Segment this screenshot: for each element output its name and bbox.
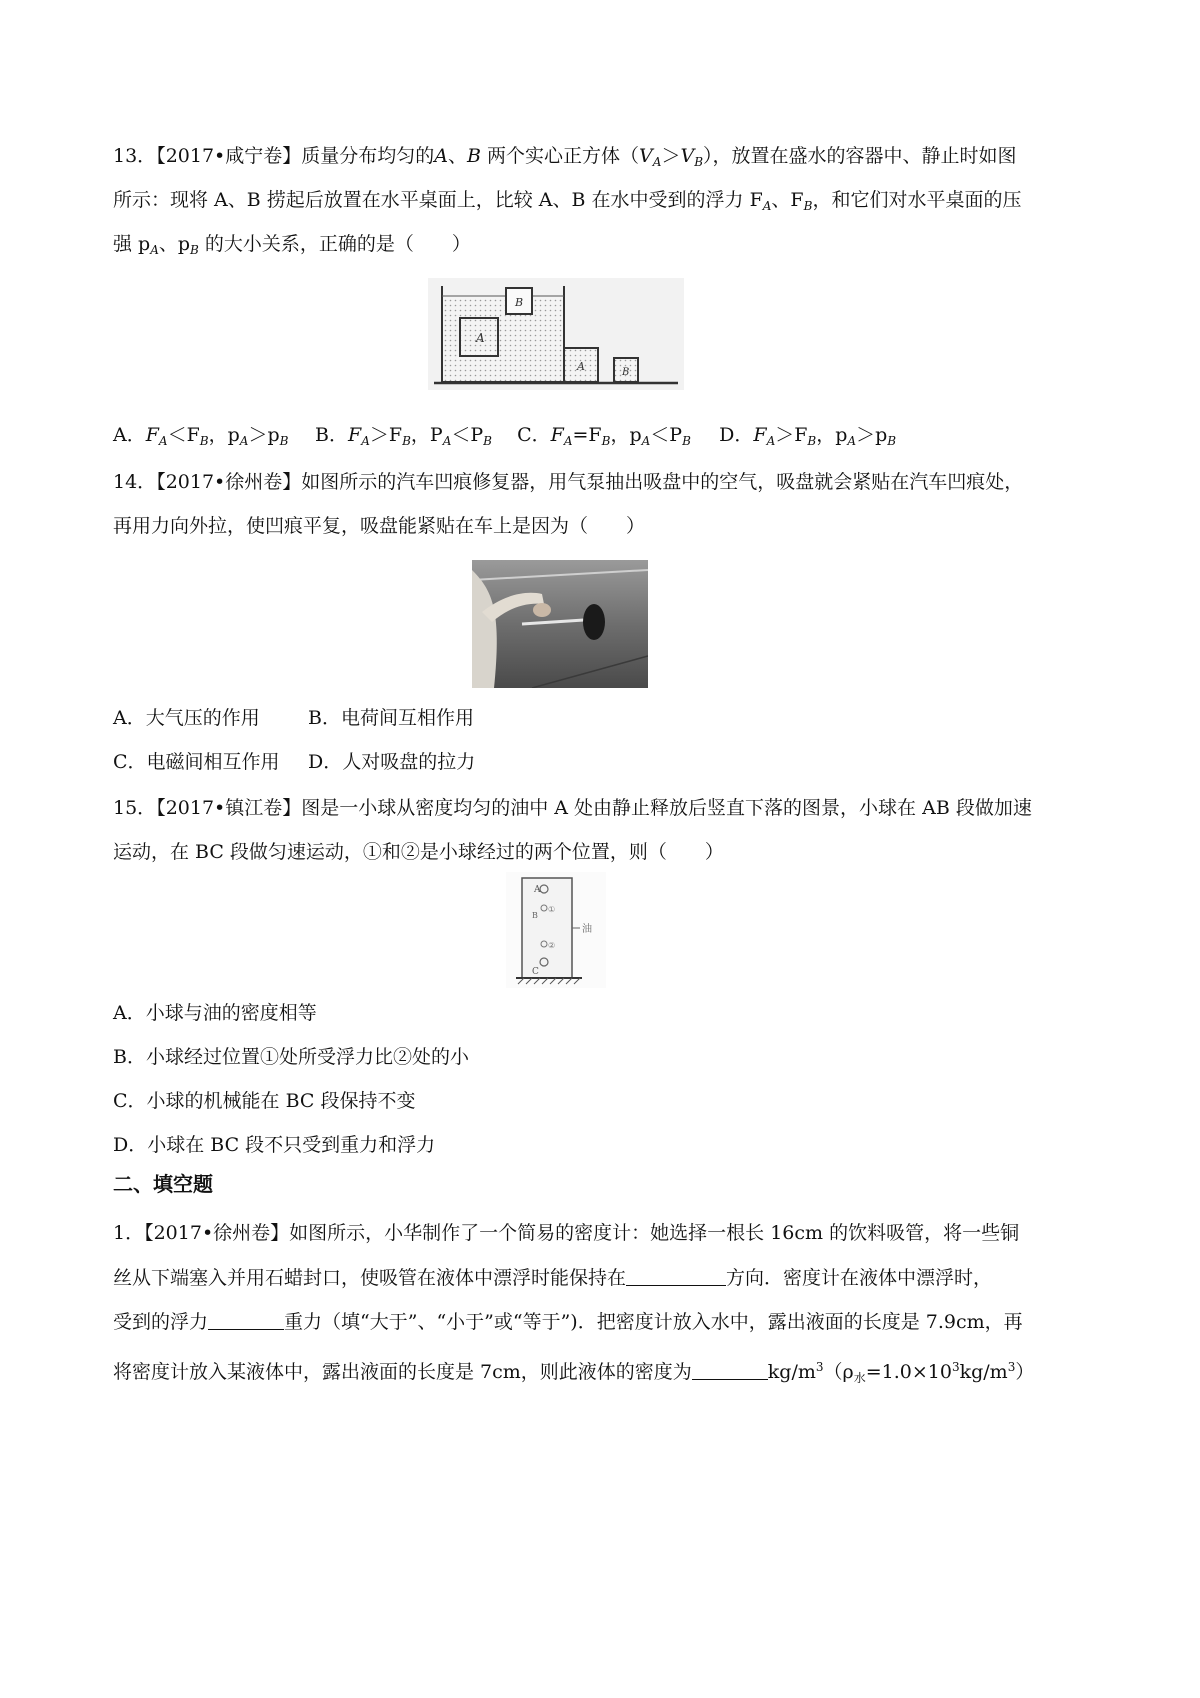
q15-source: 【2017•镇江卷】 bbox=[156, 797, 302, 819]
opt-op: ＜F bbox=[167, 424, 200, 446]
q13-vb-sub: B bbox=[694, 155, 704, 169]
opt-label: D． bbox=[719, 424, 754, 446]
q14-photo bbox=[472, 560, 648, 688]
q13-fb-sub: B bbox=[803, 199, 813, 213]
q13-sep: 、 bbox=[448, 145, 468, 167]
q13-option-b[interactable] bbox=[315, 421, 511, 455]
opt-sub: B bbox=[199, 434, 209, 448]
f1-line3 bbox=[113, 1308, 1093, 1336]
q14-option-d[interactable] bbox=[308, 748, 475, 776]
q13-va: V bbox=[639, 145, 653, 167]
opt-label: B． bbox=[315, 424, 349, 446]
opt-text: 小球在 BC 段不只受到重力和浮力 bbox=[147, 1134, 436, 1156]
f1-rho: （ρ bbox=[823, 1361, 854, 1383]
q15-figure bbox=[506, 872, 606, 988]
opt-label: C． bbox=[113, 1090, 147, 1112]
opt-text: 小球与油的密度相等 bbox=[145, 1002, 317, 1024]
opt-sub: A bbox=[442, 434, 452, 448]
q13-pb-sub: B bbox=[190, 243, 199, 257]
hand bbox=[533, 603, 551, 617]
opt-label: A． bbox=[113, 424, 146, 446]
label-c: C bbox=[532, 967, 539, 977]
q14-line2 bbox=[113, 512, 1093, 540]
q13-pb: 、p bbox=[158, 233, 191, 255]
q15-option-b[interactable] bbox=[113, 1043, 1093, 1071]
label-p1: ① bbox=[548, 905, 556, 914]
q15-text2: 运动，在 BC 段做匀速运动，①和②是小球经过的两个位置，则（ ） bbox=[113, 841, 724, 863]
opt-sub: A bbox=[158, 434, 168, 448]
label-p2: ② bbox=[548, 941, 556, 950]
q15-option-a[interactable] bbox=[113, 999, 1093, 1027]
f1-close: ） bbox=[1015, 1361, 1035, 1383]
q13-line3-end: 的大小关系，正确的是（ ） bbox=[198, 233, 471, 255]
suction-cup bbox=[583, 604, 605, 640]
opt-op: ＜P bbox=[451, 424, 484, 446]
q13-vb: V bbox=[680, 145, 695, 167]
q14-option-c[interactable] bbox=[113, 748, 308, 776]
opt-sub: A bbox=[847, 434, 857, 448]
q13-option-c[interactable] bbox=[517, 421, 713, 455]
q13-line1 bbox=[113, 142, 1093, 176]
opt-text: 小球经过位置①处所受浮力比②处的小 bbox=[145, 1046, 469, 1068]
q15-option-c[interactable] bbox=[113, 1087, 1093, 1115]
f1-unit2: kg/m bbox=[959, 1361, 1008, 1383]
f1-unit-sup: 3 bbox=[815, 1360, 824, 1374]
opt-mid: ，p bbox=[208, 424, 240, 446]
opt-sub: A bbox=[766, 434, 776, 448]
oil-container bbox=[522, 878, 572, 978]
label-b-water: B bbox=[515, 296, 524, 309]
opt-label: A． bbox=[113, 707, 146, 729]
opt-f: F bbox=[550, 424, 564, 446]
opt-f: F bbox=[348, 424, 362, 446]
f1-unit: kg/m bbox=[767, 1361, 816, 1383]
opt-mid: ，p bbox=[610, 424, 642, 446]
opt-f: F bbox=[145, 424, 159, 446]
answer-blank-direction[interactable] bbox=[626, 1265, 726, 1286]
q13-line2 bbox=[113, 186, 1093, 220]
f1-line1 bbox=[113, 1219, 1093, 1247]
opt-text: 大气压的作用 bbox=[145, 707, 260, 729]
q13-text3: ），放置在盛水的容器中、静止时如图 bbox=[703, 145, 1017, 167]
opt-sub: B bbox=[483, 434, 492, 448]
opt-op: ＞p bbox=[856, 424, 888, 446]
q14-text1: 如图所示的汽车凹痕修复器，用气泵抽出吸盘中的空气，吸盘就会紧贴在汽车凹痕处， bbox=[301, 471, 1024, 493]
q14-options-row1 bbox=[113, 704, 1093, 732]
q13-number: 13． bbox=[113, 145, 157, 167]
q13-pa: 强 p bbox=[113, 233, 151, 255]
q15-line2 bbox=[113, 838, 1093, 866]
opt-label: C． bbox=[113, 751, 147, 773]
q14-options-row2 bbox=[113, 748, 1093, 776]
label-b-table: B bbox=[622, 367, 630, 378]
label-oil: 油 bbox=[582, 924, 592, 935]
f1-text1: 如图所示，小华制作了一个简易的密度计：她选择一根长 16cm 的饮料吸管，将一些铜 bbox=[289, 1222, 1020, 1244]
opt-sub: A bbox=[239, 434, 249, 448]
f1-exp: 3 bbox=[951, 1360, 960, 1374]
opt-label: D． bbox=[113, 1134, 148, 1156]
opt-label: A． bbox=[113, 1002, 146, 1024]
f1-source: 【2017•徐州卷】 bbox=[144, 1222, 290, 1244]
label-b: B bbox=[532, 911, 538, 920]
q15-text1: 图是一小球从密度均匀的油中 A 处由静止释放后竖直下落的图景，小球在 AB 段做加速 bbox=[301, 797, 1032, 819]
opt-mid: ，p bbox=[816, 424, 848, 446]
opt-sub: B bbox=[887, 434, 897, 448]
opt-label: D． bbox=[308, 751, 343, 773]
answer-blank-buoyancy[interactable] bbox=[208, 1309, 284, 1330]
q13-options bbox=[113, 421, 1093, 455]
q13-fa-sub: A bbox=[762, 199, 772, 213]
opt-label: B． bbox=[308, 707, 341, 729]
opt-text: 电磁间相互作用 bbox=[146, 751, 280, 773]
f1-text4a: 将密度计放入某液体中，露出液面的长度是 7cm，则此液体的密度为 bbox=[113, 1361, 692, 1383]
q14-line1 bbox=[113, 468, 1093, 496]
q14-option-b[interactable] bbox=[308, 704, 474, 732]
q13-va-sub: A bbox=[652, 155, 662, 169]
q15-number: 15． bbox=[113, 797, 157, 819]
opt-sub: B bbox=[682, 434, 691, 448]
q13-figure bbox=[428, 278, 684, 390]
f1-text3a: 受到的浮力 bbox=[113, 1311, 209, 1333]
opt-sub: B bbox=[279, 434, 289, 448]
q13-text: 质量分布均匀的 bbox=[301, 145, 435, 167]
q13-fb: 、F bbox=[771, 189, 804, 211]
label-a: A bbox=[534, 885, 541, 895]
label-a-water: A bbox=[476, 331, 485, 345]
opt-sub: A bbox=[361, 434, 370, 448]
q14-number: 14． bbox=[113, 471, 157, 493]
opt-label: B． bbox=[113, 1046, 146, 1068]
opt-text: 电荷间互相作用 bbox=[340, 707, 474, 729]
opt-text: 小球的机械能在 BC 段保持不变 bbox=[146, 1090, 416, 1112]
opt-op: ＜P bbox=[650, 424, 683, 446]
opt-mid: ，P bbox=[410, 424, 443, 446]
q13-option-a[interactable] bbox=[113, 421, 309, 455]
f1-text2a: 丝从下端塞入并用石蜡封口，使吸管在液体中漂浮时能保持在 bbox=[113, 1267, 627, 1289]
opt-op: ＞F bbox=[369, 424, 403, 446]
q15-line1 bbox=[113, 794, 1093, 822]
answer-blank-density[interactable] bbox=[692, 1359, 768, 1380]
section-heading-fill-in: 二、填空题 bbox=[113, 1172, 213, 1196]
opt-text: 人对吸盘的拉力 bbox=[342, 751, 476, 773]
q13-line2-text: 所示：现将 A、B 捞起后放置在水平桌面上，比较 A、B 在水中受到的浮力 F bbox=[113, 189, 763, 211]
q14-text2: 再用力向外拉，使凹痕平复，吸盘能紧贴在车上是因为（ ） bbox=[113, 515, 646, 537]
label-a-table: A bbox=[577, 360, 585, 373]
f1-unit2-sup: 3 bbox=[1007, 1360, 1016, 1374]
q13-text2: 两个实心正方体（ bbox=[480, 145, 640, 167]
q14-source: 【2017•徐州卷】 bbox=[156, 471, 302, 493]
q15-option-d[interactable] bbox=[113, 1131, 1093, 1159]
q13-pa-sub: A bbox=[150, 243, 159, 257]
opt-op: ＞F bbox=[775, 424, 808, 446]
f1-rho-sub: 水 bbox=[853, 1371, 866, 1385]
opt-label: C． bbox=[517, 424, 551, 446]
opt-sub: B bbox=[402, 434, 411, 448]
f1-line2 bbox=[113, 1264, 1093, 1292]
f1-number: 1． bbox=[113, 1222, 145, 1244]
f1-text3b: 重力（填“大于”、“小于”或“等于”)．把密度计放入水中，露出液面的长度是 7.9cm，再 bbox=[284, 1311, 1023, 1333]
f1-text2b: 方向．密度计在液体中漂浮时， bbox=[726, 1267, 993, 1289]
q13-var-a: A bbox=[434, 145, 448, 167]
opt-sub: A bbox=[563, 434, 573, 448]
f1-line4 bbox=[113, 1353, 1093, 1392]
opt-sub: B bbox=[601, 434, 611, 448]
opt-op: =F bbox=[572, 424, 602, 446]
opt-op: ＞p bbox=[248, 424, 280, 446]
q13-gt: ＞ bbox=[661, 145, 681, 167]
opt-sub: B bbox=[807, 434, 817, 448]
opt-sub: A bbox=[641, 434, 651, 448]
q13-option-d[interactable] bbox=[719, 421, 896, 455]
opt-f: F bbox=[753, 424, 767, 446]
q13-var-b: B bbox=[467, 145, 481, 167]
q13-line3 bbox=[113, 230, 1093, 264]
q13-line2-end: ，和它们对水平桌面的压 bbox=[812, 189, 1022, 211]
q13-source: 【2017•咸宁卷】 bbox=[156, 145, 302, 167]
q14-option-a[interactable] bbox=[113, 704, 308, 732]
f1-value: =1.0×10 bbox=[865, 1361, 952, 1383]
